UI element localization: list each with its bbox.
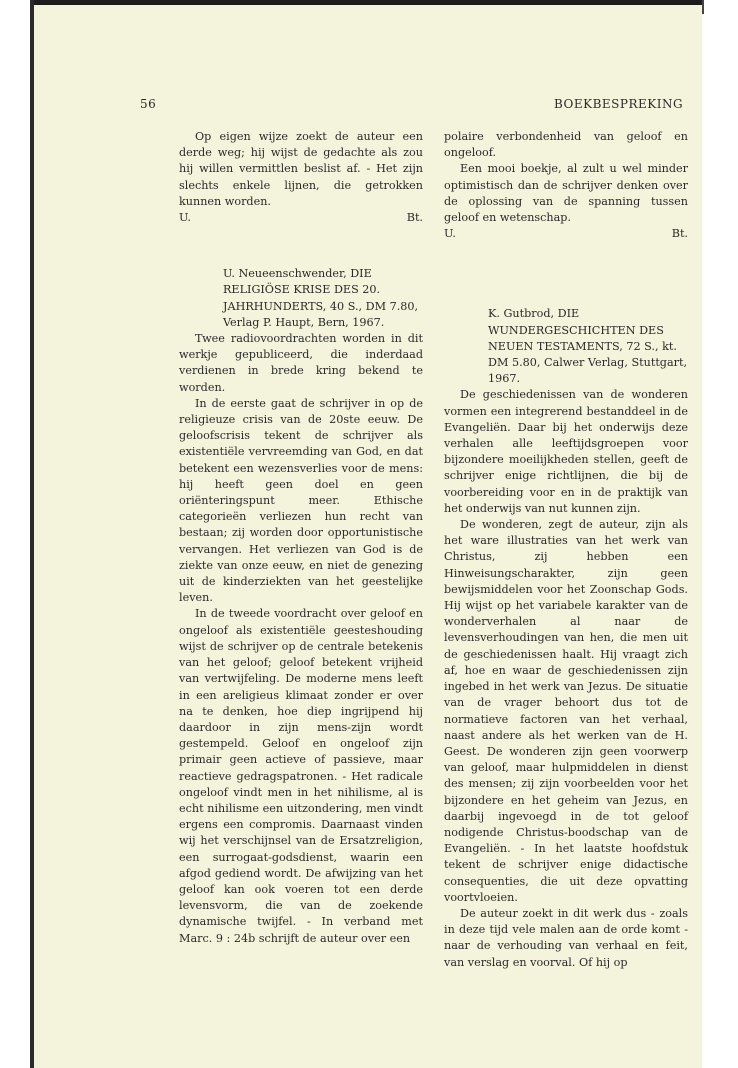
review-continuation: polaire verbondenheid van geloof en ongeloof.	[444, 130, 688, 160]
right-column	[444, 129, 688, 971]
signature-initial: U.	[179, 211, 191, 225]
review-paragraph: De geschiedenissen van de wonderen vormen een integrerend bestanddeel in de Evangeliën. Daar bij het onderwijs deze verhalen alle leeftijdsgroepen voor bijzondere moeilijkheden stellen, geeft de schrijver enige richtlijnen, die bij de voorbereiding voor en in de praktijk van het onderwijs van nut kunnen zijn.	[444, 388, 688, 515]
book-citation: K. Gutbrod, DIE WUNDERGESCHICHTEN DES NEUEN TESTAMENTS, 72 S., kt. DM 5.80, Calwer Verlag, Stuttgart, 1967.	[488, 307, 688, 386]
signature-abbrev: Bt.	[406, 211, 423, 225]
review-paragraph: De wonderen, zegt de auteur, zijn als het ware illustraties van het werk van Christus, zij hebben een Hinweisungscharakter, zijn geen bewijsmiddelen voor het Zoonschap Gods. Hij wijst op het variabele karakter van de wonderverhalen al naar de levensverhoudingen van hen, die men uit de geschiedenissen haalt. Hij vraagt zich af, hoe en waar de geschiedenissen zijn ingebed in het werk van Jezus. De situatie van de vrager behoort dus tot de normatieve factoren van het verhaal, naast andere als het werken van de H. Geest. De wonderen zijn geen voorwerp van geloof, maar hulpmiddelen in dienst des mensen; zij zijn voorbeelden voor het bijzondere en het geheim van Jezus, en daarbij ingevoegd in de tot geloof nodigende Christus-boodschap van de Evangeliën. - In het laatste hoofdstuk tekent de schrijver enige didactische consequenties, die uit deze opvatting voortvloeien.	[444, 518, 688, 904]
review-paragraph: In de tweede voordracht over geloof en ongeloof als existentiële geesteshouding wijst de schrijver op de centrale betekenis van het geloof; geloof betekent vrijheid van vertwijfeling. De moderne mens leeft in een areligieus klimaat zonder er over na te denken, hoe diep ingrijpend hij daardoor in zijn mens-zijn wordt gestempeld. Geloof en ongeloof zijn primair geen actieve of passieve, maar reactieve gedragspatronen. - Het radicale ongeloof vindt men in het nihilisme, al is echt nihilisme een uitzondering, men vindt ergens een compromis. Daarnaast vinden wij het verschijnsel van de Ersatzreligion, een surrogaat-godsdienst, waarin een afgod gediend wordt. De afwijzing van het geloof kan ook voeren tot een derde levensvorm, die van de zoekende dynamische twijfel. - In verband met Marc. 9 : 24b schrijft de auteur over een	[179, 607, 423, 945]
scan-border-right	[702, 0, 704, 14]
review-paragraph: In de eerste gaat de schrijver in op de religieuze crisis van de 20ste eeuw. De geloofscrisis tekent de schrijver als existentiële vervreemding van God, en dat betekent een wezensverlies voor de mens: hij heeft geen doel en geen oriënteringspunt meer. Ethische categorieën verliezen hun recht van bestaan; zij worden door opportunistische vervangen. Het verliezen van God is de ziekte van onze eeuw, en niet de genezing uit de kinderziekten van het geestelijke leven.	[179, 396, 423, 605]
signature-abbrev: Bt.	[671, 227, 688, 241]
review-paragraph: De auteur zoekt in dit werk dus - zoals in deze tijd vele malen aan de orde komt - naar de verhouding van verhaal en feit, van verslag en voorval. Of hij op	[444, 906, 688, 969]
page	[34, 5, 702, 1068]
review-conclusion: Een mooi boekje, al zult u wel minder optimistisch dan de schrijver denken over de oplossing van de spanning tussen geloof en wetenschap.	[444, 162, 688, 225]
page-number: 56	[140, 97, 157, 111]
reviewer-signature	[179, 210, 423, 226]
reviewer-signature	[444, 226, 688, 242]
review-paragraph: Twee radiovoordrachten worden in dit werkje gepubliceerd, die inderdaad verdienen in brede kring bekend te worden.	[179, 332, 423, 394]
previous-review-ending: Op eigen wijze zoekt de auteur een derde weg; hij wijst de gedachte als zou hij willen vermittlen beslist af. - Het zijn slechts enkele lijnen, die getrokken kunnen worden.	[179, 130, 423, 208]
signature-initial: U.	[444, 227, 456, 241]
book-citation: U. Neueenschwender, DIE RELIGIÖSE KRISE DES 20. JAHRHUNDERTS, 40 S., DM 7.80, Verlag P. Haupt, Bern, 1967.	[223, 267, 419, 329]
section-title: BOEKBESPREKING	[554, 97, 684, 111]
left-column	[179, 129, 423, 947]
